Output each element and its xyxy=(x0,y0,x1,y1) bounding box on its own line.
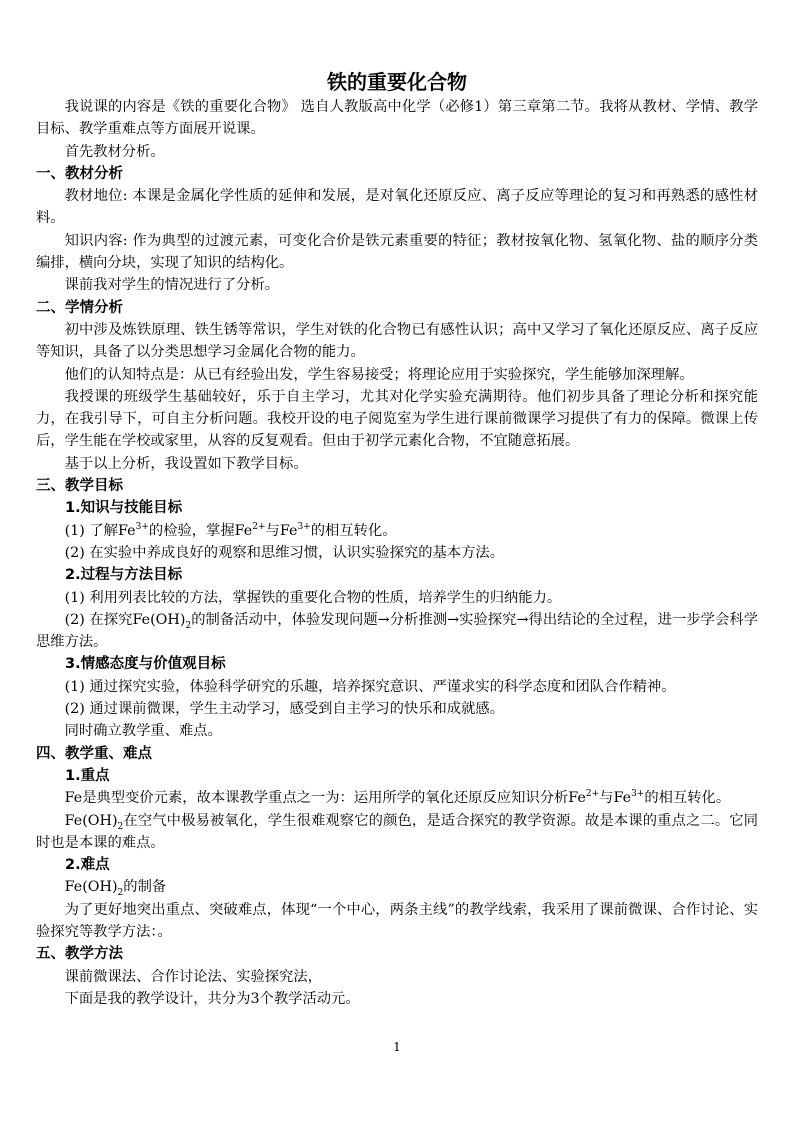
section-heading-students: 二、学情分析 xyxy=(36,299,123,316)
subheading-key-point: 1.重点 xyxy=(65,767,110,784)
key-point-paragraph-2: $Fe(OH)_2$在空气中极易被氧化，学生很难观察它的颜色，是适合探究的教学资源。故是本课的重点之二。它同时也是本课的难点。 xyxy=(36,812,758,851)
objective-knowledge-2: (2) 在实验中养成良好的观察和思维习惯，认识实验探究的基本方法。 xyxy=(64,544,504,561)
difficult-point-paragraph: $Fe(OH)_2$的制备 xyxy=(64,879,167,899)
objectives-transition: 同时确立教学重、难点。 xyxy=(64,723,222,740)
objective-attitude-2: (2) 通过课前微课，学生主动学习，感受到自主学习的快乐和成就感。 xyxy=(64,701,504,718)
intro-transition: 首先教材分析。 xyxy=(64,143,165,160)
intro-paragraph: 我说课的内容是《铁的重要化合物》 选自人教版高中化学（必修1）第三章第二节。我将从教材、学情、教学目标、教学重难点等方面展开说课。 xyxy=(36,99,758,138)
students-cognition-paragraph: 他们的认知特点是：从已有经验出发，学生容易接受；将理论应用于实验探究，学生能够加深理解。 xyxy=(64,366,694,383)
students-class-paragraph: 我授课的班级学生基础较好，乐于自主学习，尤其对化学实验充满期待。他们初步具备了理论分析和探究能力，在我引导下，可自主分析问题。我校开设的电子阅览室为学生进行课前微课学习提供了有力的保障。微课上传后，学生能在学校或家里，从容的反复观看。但由于初学元素化合物，不宜随意拓展。 xyxy=(36,388,758,450)
key-point-paragraph-1: Fe是典型变价元素，故本课教学重点之一为：运用所学的氧化还原反应知识分析$Fe^{2+}$与$Fe^{3+}$的相互转化。 xyxy=(64,789,731,807)
subheading-process-methods: 2.过程与方法目标 xyxy=(65,567,183,584)
subheading-knowledge-skills: 1.知识与技能目标 xyxy=(65,500,183,517)
section-heading-methods: 五、教学方法 xyxy=(36,946,123,963)
textbook-transition: 课前我对学生的情况进行了分析。 xyxy=(64,277,280,294)
section-heading-key-points: 四、教学重、难点 xyxy=(36,745,152,762)
objective-knowledge-1: (1) 了解$Fe^{3+}$的检验，掌握$Fe^{2+}$与$Fe^{3+}$的相互转化。 xyxy=(64,521,397,539)
document-page xyxy=(36,68,758,1010)
objective-process-2: (2) 在探究$Fe(OH)_2$的制备活动中，体验发现问题→分析推测→实验探究→得出结论的全过程，进一步学会科学思维方法。 xyxy=(36,611,758,651)
page-number: 1 xyxy=(393,1040,401,1054)
document-title: 铁的重要化合物 xyxy=(327,70,467,94)
subheading-difficult-point: 2.难点 xyxy=(65,857,110,874)
section-heading-textbook: 一、教材分析 xyxy=(36,165,123,182)
students-transition: 基于以上分析，我设置如下教学目标。 xyxy=(64,455,308,472)
methods-list: 课前微课法、合作讨论法、实验探究法， xyxy=(64,968,322,985)
objective-process-1: (1) 利用列表比较的方法，掌握铁的重要化合物的性质，培养学生的归纳能力。 xyxy=(64,589,562,606)
subheading-attitudes-values: 3.情感态度与价值观目标 xyxy=(65,656,226,673)
methods-transition: 下面是我的教学设计，共分为3个教学活动元。 xyxy=(64,990,360,1007)
textbook-position-paragraph: 教材地位: 本课是金属化学性质的延伸和发展，是对氧化还原反应、离子反应等理论的复习和再熟悉的感性材料。 xyxy=(36,188,758,227)
students-background-paragraph: 初中涉及炼铁原理、铁生锈等常识，学生对铁的化合物已有感性认识；高中又学习了氧化还原反应、离子反应等知识，具备了以分类思想学习金属化合物的能力。 xyxy=(36,321,758,361)
key-points-transition: 为了更好地突出重点、突破难点，体现“一个中心，两条主线”的教学线索，我采用了课前微课、合作讨论、实验探究等教学方法：。 xyxy=(36,901,758,940)
textbook-content-paragraph: 知识内容: 作为典型的过渡元素，可变化合价是铁元素重要的特征；教材按氧化物、氢氧化物、盐的顺序分类编排，横向分块，实现了知识的结构化。 xyxy=(36,232,758,272)
section-heading-objectives: 三、教学目标 xyxy=(36,478,123,495)
objective-attitude-1: (1) 通过探究实验，体验科学研究的乐趣，培养探究意识、严谨求实的科学态度和团队合作精神。 xyxy=(64,678,676,695)
